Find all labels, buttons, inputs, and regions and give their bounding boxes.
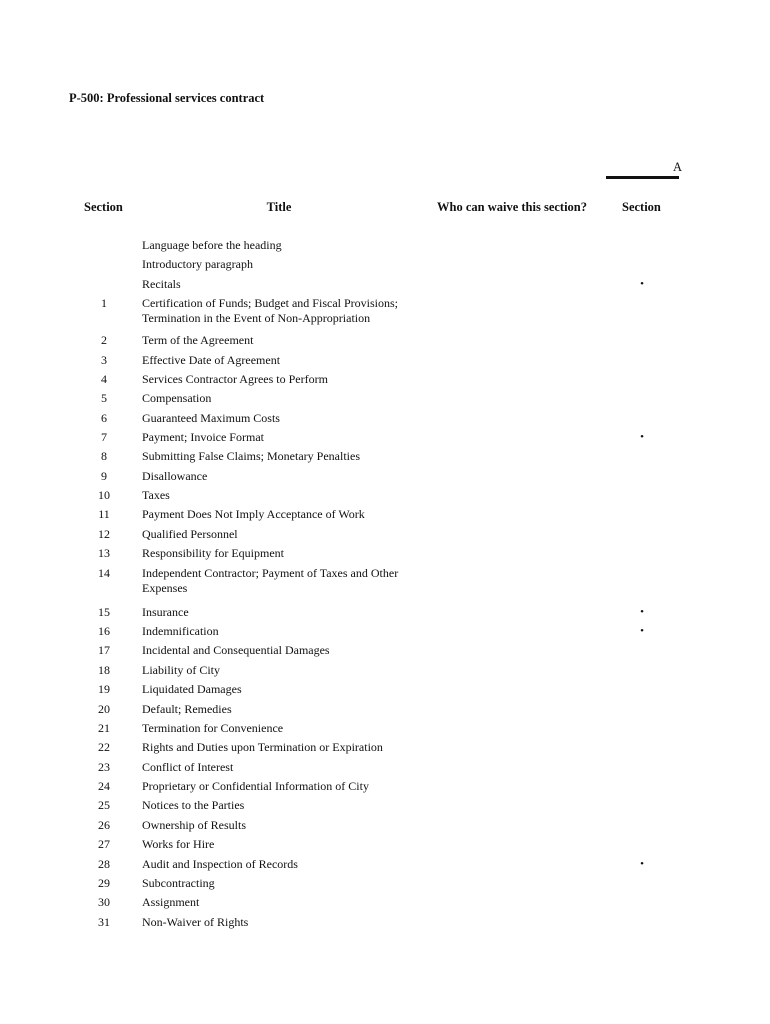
- section-title: Subcontracting: [142, 876, 215, 890]
- section-title: Term of the Agreement: [142, 333, 254, 347]
- header-section: Section: [84, 200, 123, 214]
- section-number: 7: [101, 430, 107, 444]
- document-title: P-500: Professional services contract: [69, 91, 265, 105]
- section-number: 28: [98, 857, 110, 871]
- section-number: 31: [98, 915, 110, 929]
- section-title: Conflict of Interest: [142, 760, 234, 774]
- section-number: 17: [98, 643, 110, 657]
- section-number: 27: [98, 837, 110, 851]
- section-title: Assignment: [142, 895, 200, 909]
- section-title: Language before the heading: [142, 238, 282, 252]
- section-number: 14: [98, 566, 110, 580]
- section-number: 1: [101, 296, 107, 310]
- section-title: Works for Hire: [142, 837, 215, 851]
- section-title: Default; Remedies: [142, 702, 232, 716]
- section-number: 16: [98, 624, 110, 638]
- section-title: Insurance: [142, 605, 189, 619]
- header-who-can-waive: Who can waive this section?: [437, 200, 587, 214]
- bullet-mark: •: [640, 625, 644, 637]
- section-title: Disallowance: [142, 469, 208, 483]
- section-number: 3: [101, 353, 107, 367]
- section-number: 24: [98, 779, 110, 793]
- section-number: 18: [98, 663, 110, 677]
- section-title: Services Contractor Agrees to Perform: [142, 372, 328, 386]
- bullet-mark: •: [640, 858, 644, 870]
- section-title: Audit and Inspection of Records: [142, 857, 298, 871]
- header-underline: [606, 176, 679, 179]
- section-title: Payment Does Not Imply Acceptance of Work: [142, 507, 365, 521]
- section-number: 22: [98, 740, 110, 754]
- section-title: Independent Contractor; Payment of Taxes and Other Expenses: [142, 566, 399, 595]
- section-number: 4: [101, 372, 107, 386]
- section-number: 2: [101, 333, 107, 347]
- section-title: Certification of Funds; Budget and Fiscal Provisions; Termination in the Event of Non-Appropriation: [142, 296, 398, 325]
- section-number: 20: [98, 702, 110, 716]
- section-title: Payment; Invoice Format: [142, 430, 264, 444]
- section-number: 5: [101, 391, 107, 405]
- section-number: 12: [98, 527, 110, 541]
- section-number: 21: [98, 721, 110, 735]
- section-number: 25: [98, 798, 110, 812]
- header-title: Title: [266, 200, 292, 214]
- section-title: Proprietary or Confidential Information of City: [142, 779, 369, 793]
- section-title: Liquidated Damages: [142, 682, 242, 696]
- section-title: Notices to the Parties: [142, 798, 245, 812]
- section-number: 29: [98, 876, 110, 890]
- section-number: 13: [98, 546, 110, 560]
- section-title: Qualified Personnel: [142, 527, 238, 541]
- section-number: 6: [101, 411, 107, 425]
- section-number: 9: [101, 469, 107, 483]
- bullet-mark: •: [640, 431, 644, 443]
- section-title: Compensation: [142, 391, 212, 405]
- section-number: 15: [98, 605, 110, 619]
- section-number: 23: [98, 760, 110, 774]
- section-title: Submitting False Claims; Monetary Penalties: [142, 449, 360, 463]
- section-title: Recitals: [142, 277, 181, 291]
- section-number: 10: [98, 488, 110, 502]
- section-number: 30: [98, 895, 110, 909]
- bullet-mark: •: [640, 606, 644, 618]
- section-number: 11: [98, 507, 110, 521]
- section-title: Taxes: [142, 488, 170, 502]
- section-title: Rights and Duties upon Termination or Expiration: [142, 740, 383, 754]
- section-title: Termination for Convenience: [142, 721, 284, 735]
- section-number: 8: [101, 449, 107, 463]
- section-title: Liability of City: [142, 663, 220, 677]
- section-title: Effective Date of Agreement: [142, 353, 281, 367]
- header-section-right: Section: [622, 200, 661, 214]
- section-title: Ownership of Results: [142, 818, 246, 832]
- section-number: 19: [98, 682, 110, 696]
- bullet-mark: •: [640, 278, 644, 290]
- section-title: Introductory paragraph: [142, 257, 253, 271]
- section-title: Indemnification: [142, 624, 219, 638]
- section-title: Guaranteed Maximum Costs: [142, 411, 280, 425]
- section-title: Non-Waiver of Rights: [142, 915, 249, 929]
- cropped-column-header: A: [673, 160, 683, 174]
- section-number: 26: [98, 818, 110, 832]
- section-title: Responsibility for Equipment: [142, 546, 284, 560]
- section-title: Incidental and Consequential Damages: [142, 643, 330, 657]
